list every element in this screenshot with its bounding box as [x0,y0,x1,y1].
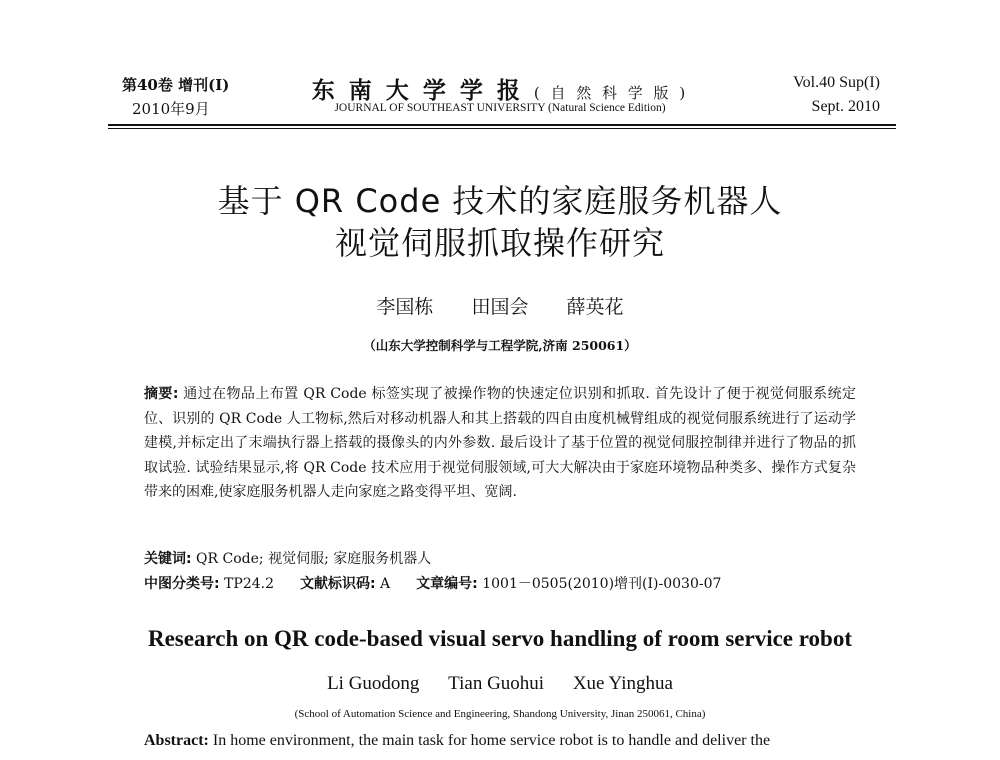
author-en: Tian Guohui [448,673,545,694]
keywords-label: 关键词: [144,551,192,567]
classification-line [144,573,721,593]
paper-title-cn-line2: 视觉伺服抓取操作研究 [334,224,665,262]
abstract-en-text: In home environment, the main task for home service robot is to handle and deliver the [208,732,771,749]
clc-value: TP24.2 [219,576,274,592]
author-list-en [0,673,1000,695]
abstract-cn [144,382,856,505]
doc-code-value: A [375,576,391,592]
volume-issue-en: Vol.40 Sup(I) [793,74,880,91]
publication-date-cn: 2010年9月 [132,100,210,118]
author-cn: 薛英花 [566,296,624,318]
affiliation-cn: （山东大学控制科学与工程学院,济南 250061） [363,338,637,353]
author-en: Li Guodong [327,673,420,694]
journal-edition-cn: ( 自 然 科 学 版 ) [533,84,689,102]
paper-title-cn-line1: 基于 QR Code 技术的家庭服务机器人 [217,182,783,220]
header-rule-thick [108,124,896,126]
abstract-cn-label: 摘要: [144,386,179,402]
author-list-cn [0,292,1000,319]
journal-title-cn: 东 南 大 学 学 报 [311,77,523,104]
clc-label: 中图分类号: [144,576,220,592]
keywords-text: QR Code; 视觉伺服; 家庭服务机器人 [191,551,432,567]
keywords-cn [144,548,431,568]
publication-date-en: Sept. 2010 [811,98,880,115]
volume-issue-cn: 第40卷 增刊(I) [122,76,230,94]
abstract-cn-text: 通过在物品上布置 QR Code 标签实现了被操作物的快速定位识别和抓取. 首先设计了便于视觉伺服系统定位、识别的 QR Code 人工物标,然后对移动机器人和其上搭载的四自由度机械臂组成的视觉伺服系统进行了运动学建模,并标定出了末端执行器上搭载的摄像头的内外参数. 最后设计了基于位置的视觉伺服控制律并进行了物品的抓取试验. 试验结果显示,将 QR Code 技术应用于视觉伺服领域,可大大解决由于家庭环境物品种类多、操作方式复杂带来的困难,使家庭服务机器人走向家庭之路变得平坦、宽阔. [144,386,856,500]
abstract-en-label: Abstract: [144,732,209,749]
abstract-en [144,732,770,750]
doc-code-label: 文献标识码: [300,576,376,592]
article-number-value: 1001－0505(2010)增刊(I)-0030-07 [477,576,722,592]
affiliation-en: (School of Automation Science and Engineering, Shandong University, Jinan 250061, China) [294,708,706,720]
article-number-label: 文章编号: [416,576,478,592]
header-rule-thin [108,128,896,129]
journal-name-en: JOURNAL OF SOUTHEAST UNIVERSITY (Natural Science Edition) [334,102,666,114]
author-cn: 田国会 [471,296,529,318]
paper-title-en: Research on QR code-based visual servo handling of room service robot [147,626,853,651]
author-cn: 李国栋 [376,296,434,318]
author-en: Xue Yinghua [572,673,673,694]
